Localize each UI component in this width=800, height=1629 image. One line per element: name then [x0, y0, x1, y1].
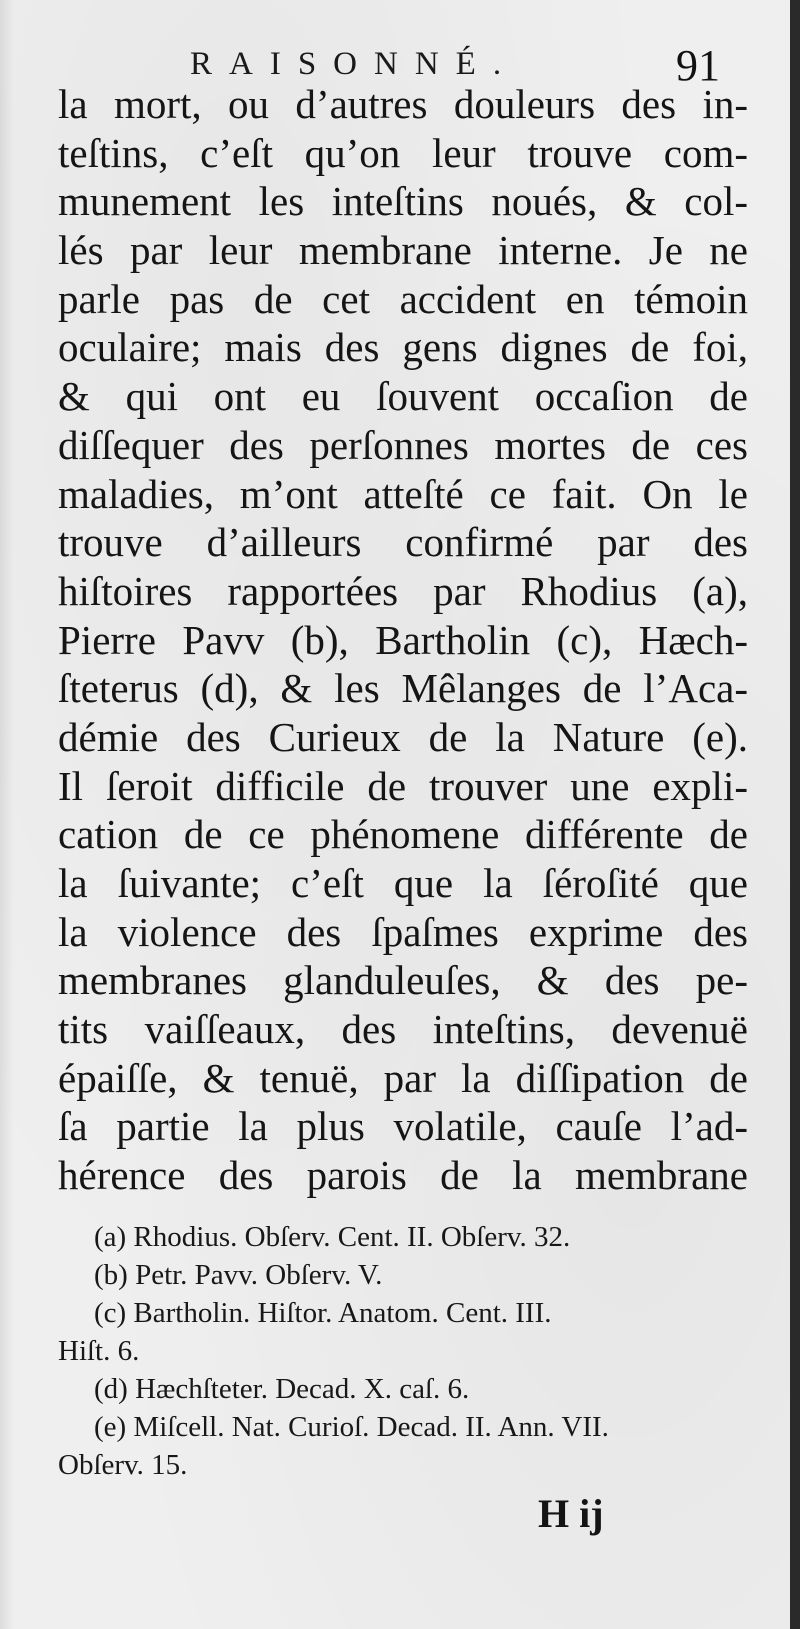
text-line: épaiſſe, & tenuë, par la diſſipation de	[58, 1054, 748, 1101]
text-line: la mort, ou d’autres douleurs des in-	[58, 81, 748, 127]
footnote-line: (d) Hæchſteter. Decad. X. caſ. 6.	[94, 1373, 470, 1405]
text-line: la violence des ſpaſmes exprime des	[58, 908, 748, 955]
text-line: munement les inteſtins noués, & col-	[58, 178, 748, 225]
text-line: diſſequer des perſonnes mortes de ces	[58, 421, 748, 468]
text-line: ſteterus (d), & les Mêlanges de l’Aca-	[58, 665, 748, 712]
text-line: trouve d’ailleurs confirmé par des	[58, 519, 748, 566]
text-line: démie des Curieux de la Nature (e).	[58, 713, 748, 760]
footnote-line: Hiſt. 6.	[58, 1335, 140, 1367]
text-line: oculaire; mais des gens dignes de foi,	[58, 324, 748, 371]
text-line: hérence des parois de la membrane	[58, 1152, 748, 1199]
footnotes	[58, 1218, 748, 1484]
text-line: lés par leur membrane interne. Je ne	[58, 227, 748, 274]
text-line: parle pas de cet accident en témoin	[58, 275, 748, 322]
text-line: membranes glanduleuſes, & des pe-	[58, 957, 748, 1004]
footnote-line: (e) Miſcell. Nat. Curioſ. Decad. II. Ann. VII.	[94, 1411, 609, 1443]
signature-mark: H ij	[538, 1491, 604, 1536]
text-line: Il ſeroit difficile de trouver une expli-	[58, 762, 748, 809]
text-line: la ſuivante; c’eſt que la ſéroſité que	[58, 860, 748, 906]
footnote-line: (a) Rhodius. Obſerv. Cent. II. Obſerv. 32.	[94, 1221, 571, 1253]
text-line: hiſtoires rapportées par Rhodius (a),	[58, 567, 748, 614]
text-line: cation de ce phénomene différente de	[58, 811, 748, 858]
footnote-line: Obſerv. 15.	[58, 1449, 188, 1481]
text-line: maladies, m’ont atteſté ce fait. On le	[58, 470, 748, 517]
body-text	[58, 80, 748, 1200]
text-line: ſa partie la plus volatile, cauſe l’ad-	[58, 1103, 748, 1150]
text-line: tits vaiſſeaux, des inteſtins, devenuë	[58, 1006, 748, 1053]
running-head: RAISONNÉ.	[190, 46, 519, 82]
footnote-line: (c) Bartholin. Hiſtor. Anatom. Cent. III.	[94, 1297, 552, 1329]
text-line: & qui ont eu ſouvent occaſion de	[58, 373, 748, 420]
text-line: Pierre Pavv (b), Bartholin (c), Hæch-	[58, 616, 748, 663]
text-line: teſtins, c’eſt qu’on leur trouve com-	[58, 129, 748, 176]
footnote-line: (b) Petr. Pavv. Obſerv. V.	[94, 1259, 383, 1291]
page-number: 91	[676, 41, 720, 90]
